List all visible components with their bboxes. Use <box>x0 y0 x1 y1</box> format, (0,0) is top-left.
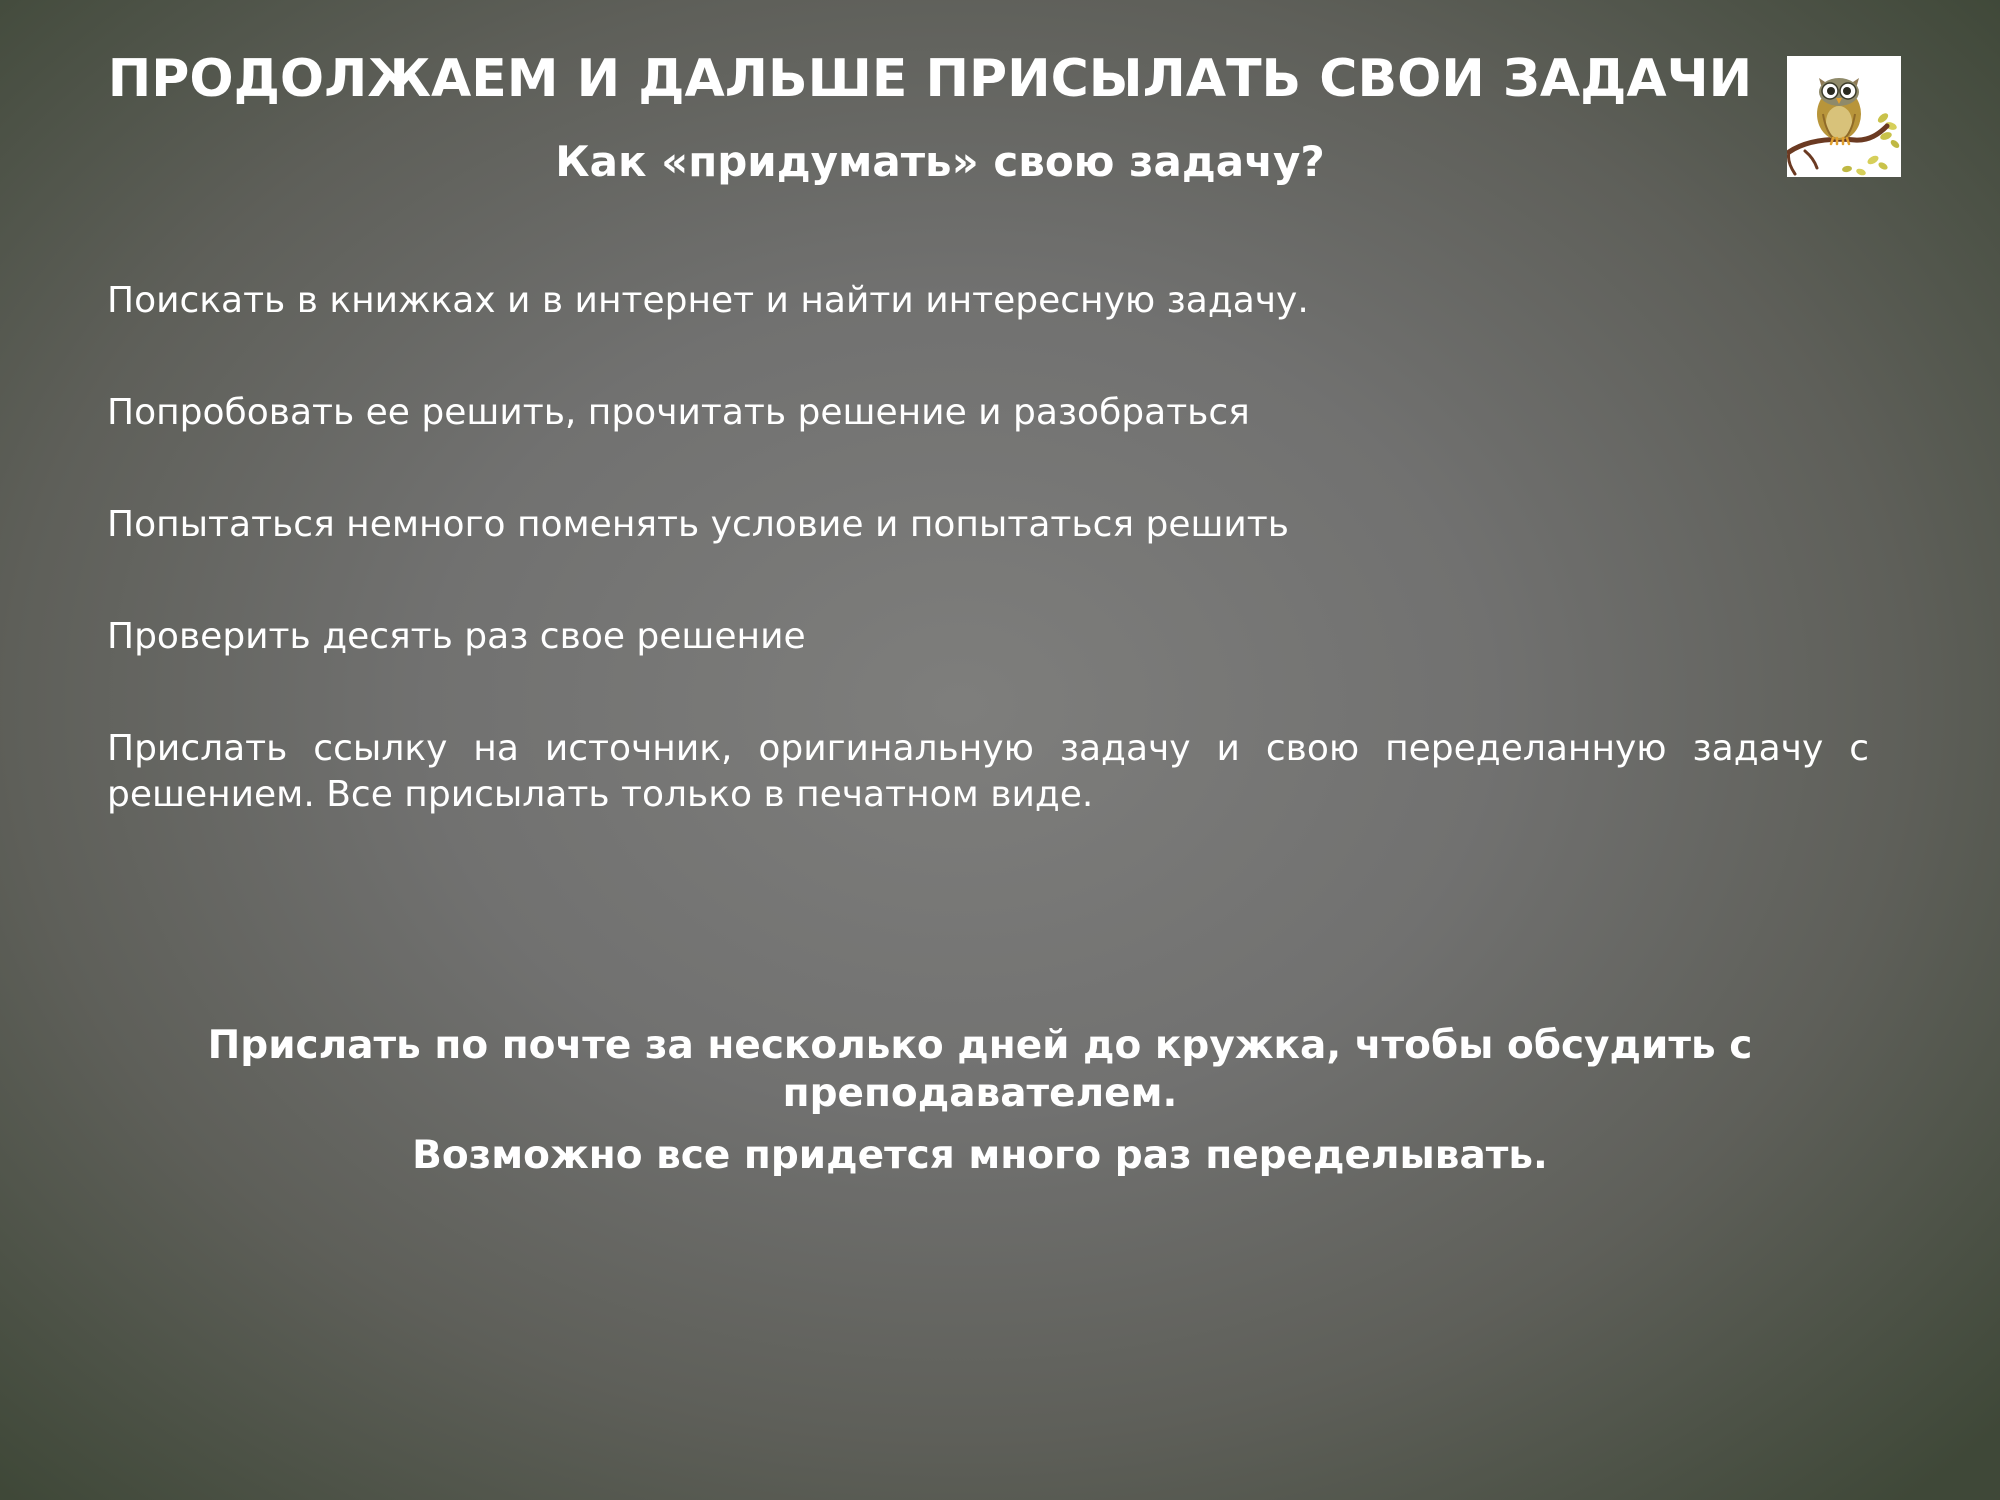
step-item: Проверить десять раз свое решение <box>107 616 806 657</box>
step-item: Поискать в книжках и в интернет и найти интересную задачу. <box>107 280 1309 321</box>
step-item: Прислать ссылку на источник, оригинальную задачу и свою переделанную задачу с решением. Все присылать только в печатном виде. <box>107 728 1869 815</box>
owl-on-branch-icon <box>1787 56 1901 177</box>
step-item: Попытаться немного поменять условие и попытаться решить <box>107 504 1289 545</box>
slide-title: ПРОДОЛЖАЕМ И ДАЛЬШЕ ПРИСЫЛАТЬ СВОИ ЗАДАЧИ <box>107 49 1753 109</box>
submission-note: Прислать по почте за несколько дней до кружка, чтобы обсудить с преподавателем. <box>207 1023 1753 1116</box>
revision-note: Возможно все придется много раз переделывать. <box>412 1133 1548 1178</box>
step-item: Попробовать ее решить, прочитать решение и разобраться <box>107 392 1250 433</box>
slide-subtitle: Как «придумать» свою задачу? <box>555 137 1325 186</box>
